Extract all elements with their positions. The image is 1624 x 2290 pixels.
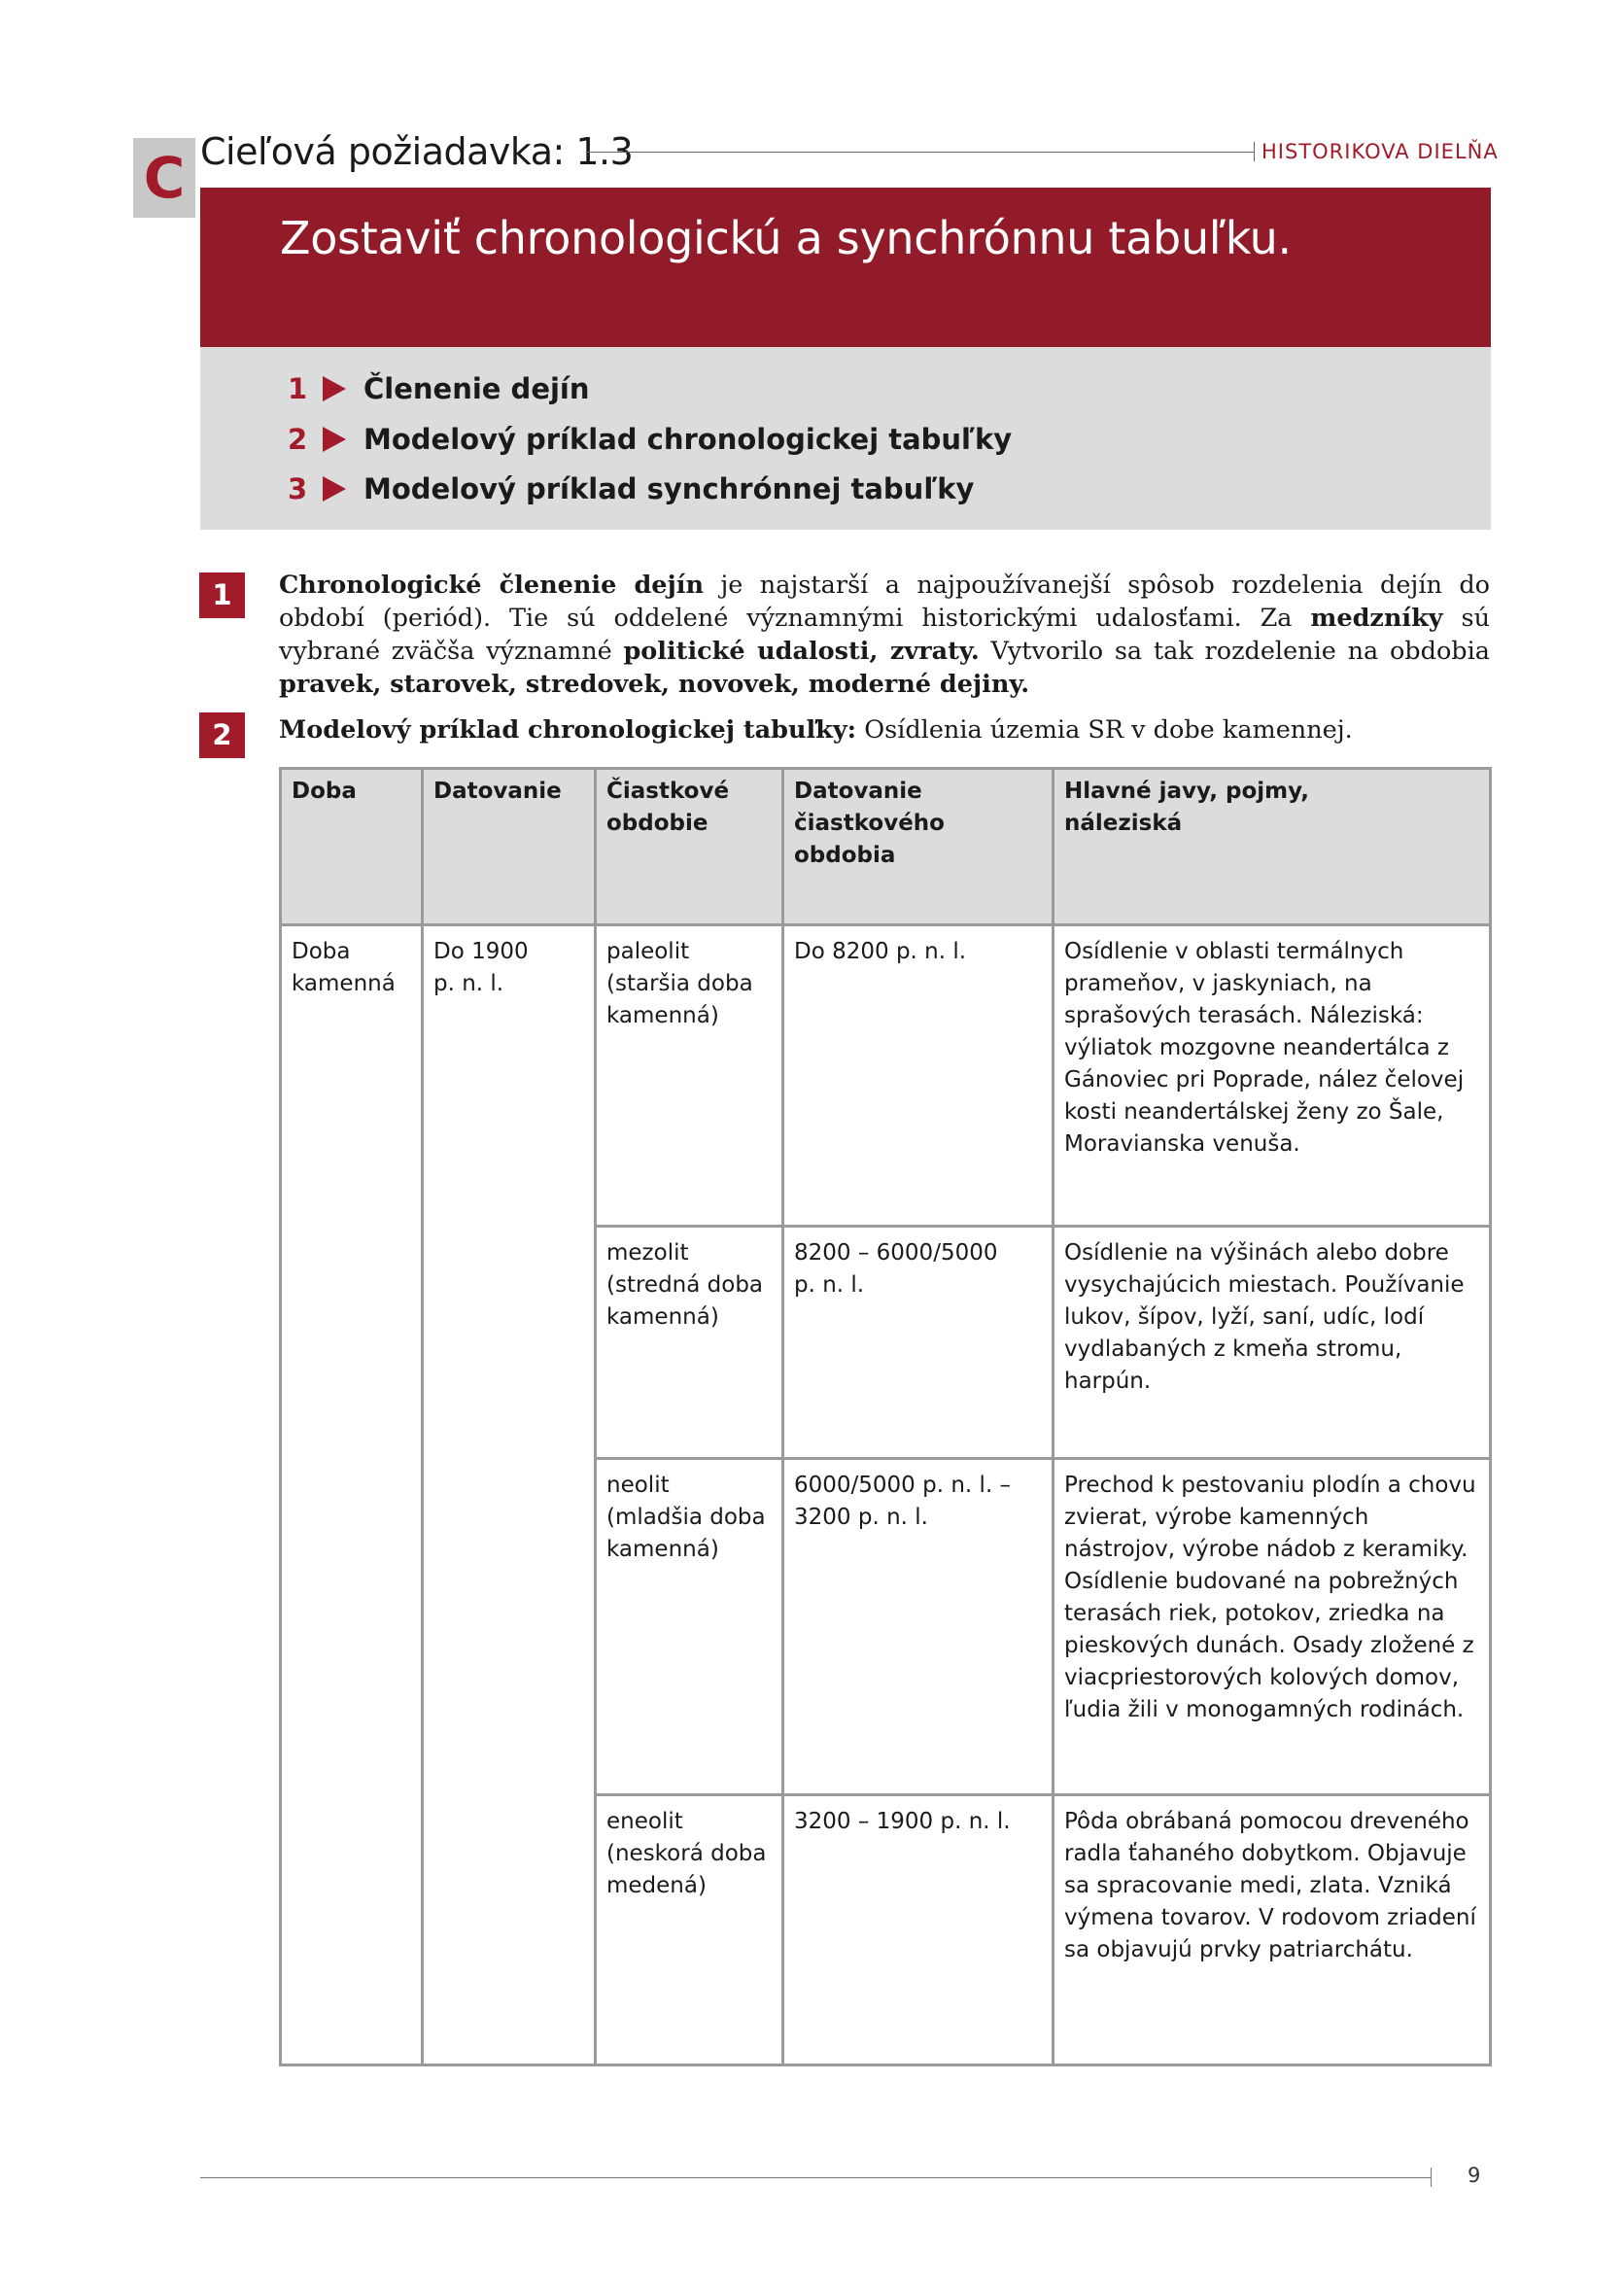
era-cell: Doba kamenná	[281, 925, 423, 2065]
column-header: Doba	[281, 769, 423, 925]
column-header: Hlavné javy, pojmy, náleziská	[1054, 769, 1491, 925]
period-cell: neolit (mladšia doba kamenná)	[596, 1459, 783, 1795]
description-cell: Osídlenie v oblasti termálnych prameňov, v jaskyniach, na sprašových terasách. Náleziská: výliatok mozgovne neandertálca z Gánoviec pri Poprade, nález čelovej kosti neandertálskej ženy zo Šale, Moravianska venuša.	[1054, 925, 1491, 1227]
toc-label: Členenie dejín	[363, 372, 590, 405]
header-rule-tick-right	[1254, 142, 1255, 161]
toc-item	[288, 419, 1012, 460]
description-cell: Pôda obrábaná pomocou dreveného radla ťahaného dobytkom. Objavuje sa spracovanie medi, zlata. Vzniká výmena tovarov. V rodovom zriadení sa objavujú prvky patriarchátu.	[1054, 1795, 1491, 2065]
description-cell: Osídlenie na výšinách alebo dobre vysychajúcich miestach. Používanie lukov, šípov, lyží, saní, udíc, lodí vydlabaných z kmeňa stromu, harpún.	[1054, 1227, 1491, 1459]
section-number-badge: 2	[199, 712, 245, 758]
section2-heading-bold: Modelový príklad chronologickej tabuľky:	[279, 715, 857, 745]
table-row	[281, 925, 1491, 1227]
column-header: Datovanie čiastkového obdobia	[783, 769, 1054, 925]
text-run: sú vybrané zväčša významné	[279, 604, 1490, 666]
toc-label: Modelový príklad synchrónnej tabuľky	[363, 472, 975, 505]
toc-item	[288, 368, 590, 409]
triangle-right-icon	[323, 427, 346, 452]
period-date-cell: 8200 – 6000/5000 p. n. l.	[783, 1227, 1054, 1459]
header-rule	[586, 152, 1254, 153]
workshop-label: HISTORIKOVA DIELŇA	[1261, 140, 1499, 163]
period-cell: eneolit (neskorá doba medená)	[596, 1795, 783, 2065]
toc-item	[288, 468, 974, 509]
text-run: je najstarší a najpoužívanejší spôsob rozdelenia dejín do období (periód). Tie sú oddelené významnými historickými udalosťami. Za	[279, 571, 1490, 633]
term-milestones: medzníky	[1310, 604, 1443, 633]
triangle-right-icon	[323, 476, 346, 502]
period-date-cell: 6000/5000 p. n. l. – 3200 p. n. l.	[783, 1459, 1054, 1795]
chronological-table	[279, 767, 1492, 2066]
goal-label: Cieľová požiadavka: 1.3	[200, 130, 634, 173]
triangle-right-icon	[323, 376, 346, 401]
section2-heading-rest: Osídlenia územia SR v dobe kamennej.	[856, 715, 1353, 745]
period-cell: mezolit (stredná doba kamenná)	[596, 1227, 783, 1459]
period-date-cell: 3200 – 1900 p. n. l.	[783, 1795, 1054, 2065]
page-number: 9	[1468, 2164, 1481, 2187]
page-title: Zostaviť chronologickú a synchrónnu tabuľku.	[280, 212, 1292, 264]
table-header-row	[281, 769, 1491, 925]
section1-paragraph	[279, 569, 1490, 701]
section2-heading	[279, 715, 1353, 745]
era-date-cell: Do 1900 p. n. l.	[423, 925, 596, 2065]
section-number-badge: 1	[199, 572, 245, 618]
toc-number: 2	[288, 423, 308, 456]
term-political-events: politické udalosti, zvraty.	[623, 637, 980, 666]
description-cell: Prechod k pestovaniu plodín a chovu zvierat, výrobe kamenných nástrojov, výrobe nádob z keramiky. Osídlenie budované na pobrežných terasách riek, potokov, zriedka na pieskových dunách. Osady zložené z viacpriestorových kolových domov, ľudia žili v monogamných rodinách.	[1054, 1459, 1491, 1795]
text-run: Vytvorilo sa tak rozdelenie na obdobia	[979, 637, 1490, 666]
toc-label: Modelový príklad chronologickej tabuľky	[363, 423, 1013, 456]
footer-rule	[200, 2177, 1431, 2178]
period-date-cell: Do 8200 p. n. l.	[783, 925, 1054, 1227]
column-header: Datovanie	[423, 769, 596, 925]
toc-number: 3	[288, 472, 308, 505]
period-cell: paleolit (staršia doba kamenná)	[596, 925, 783, 1227]
column-header: Čiastkové obdobie	[596, 769, 783, 925]
section-letter: C	[143, 145, 186, 211]
term-chronological-division: Chronologické členenie dejín	[279, 571, 704, 600]
header-rule-tick-left	[586, 142, 587, 161]
footer-rule-tick	[1431, 2168, 1432, 2187]
term-periods: pravek, starovek, stredovek, novovek, moderné dejiny.	[279, 670, 1030, 699]
toc-number: 1	[288, 372, 308, 405]
